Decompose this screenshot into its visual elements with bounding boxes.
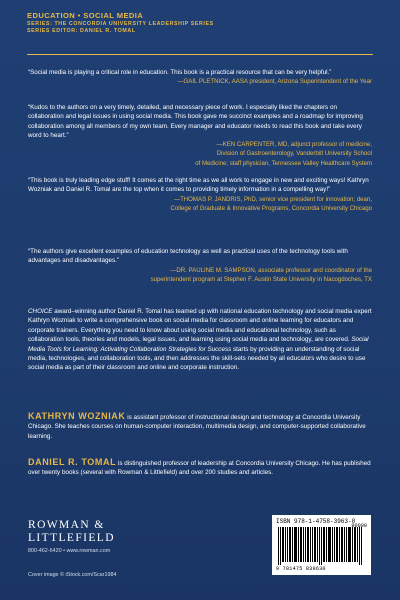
bio-text: is distinguished professor of leadership at Concordia University Chicago. He has published over twenty books (several with Rowman & Littlefield) and over 200 studies and articles. [28, 460, 371, 477]
attribution-line: —THOMAS P. JANDRIS, PhD, senior vice president for innovation; dean, [173, 195, 372, 203]
quote-attribution [28, 195, 372, 213]
quote-text: “Kudos to the authors on a very timely, detailed, and necessary piece of work. I especially liked the chapters on collaboration and legal issues in using social media. This book gave me succinct examples and a roadmap for improving collaboration among all members of my own team. Every manager and educator needs to read this book and take every word to heart.” [28, 104, 363, 139]
barcode-bars-icon [278, 527, 366, 565]
attribution-line: —KEN CARPENTER, MD, adjunct professor of medicine, [216, 141, 372, 149]
author-bio [28, 458, 372, 478]
description-text: award–winning author Daniel R. Tomal has teamed up with national education technology and social media expert Kathryn Wozniak to write a comprehensive book on social media for classroom and online learning for educators and corporate trainers. Everything you need to know about using social media and educational technology, such as collaboration tools, theories and models, legal issues, and learning using social media and technology, are covered. [28, 308, 372, 344]
author-bio [28, 412, 372, 441]
attribution-line: —GAIL PLETNICK, AASA president, Arizona Superintendent of the Year [177, 78, 372, 86]
author-name: DANIEL R. TOMAL [28, 457, 117, 467]
endorsement-quote [28, 247, 372, 284]
attribution-line: Division of Gastroenterology, Vanderbilt University School [216, 150, 372, 158]
series-label: SERIES: THE CONCORDIA UNIVERSITY LEADERSHIP SERIES [27, 21, 214, 27]
quote-attribution [28, 140, 372, 168]
quote-attribution [28, 266, 372, 284]
endorsement-quote [28, 68, 372, 87]
endorsement-quote [28, 103, 372, 168]
publisher-name-line: LITTLEFIELD [28, 532, 115, 544]
barcode [272, 515, 371, 575]
divider-top [27, 54, 373, 55]
series-editor-label: SERIES EDITOR: DANIEL R. TOMAL [27, 28, 136, 34]
author-name: KATHRYN WOZNIAK [28, 411, 126, 421]
cover-image-credit: Cover image © iStock.com/Scar1984 [28, 572, 117, 578]
publisher-logo [28, 519, 148, 555]
quote-text: “The authors give excellent examples of education technology as well as practical uses of the technology tools with advantages and disadvantages.” [28, 248, 348, 265]
attribution-line: —DR. PAULINE M. SAMPSON, associate professor and coordinator of the [170, 266, 372, 274]
quote-text: “This book is truly leading edge stuff! It comes at the right time as we all work to engage in new and exciting ways! Kathryn Wozniak and Daniel R. Tomal are the top when it comes to providing timely information in a compelling way!” [28, 177, 369, 194]
category-label: EDUCATION • SOCIAL MEDIA [27, 11, 144, 20]
book-description [28, 307, 372, 373]
header [27, 11, 377, 35]
attribution-line: College of Graduate & Innovative Programs, Concordia University Chicago [170, 204, 372, 212]
quote-attribution [28, 77, 372, 86]
attribution-line: superintendent program at Stephen F. Austin State University in Nacogdoches, TX [150, 275, 372, 283]
publisher-name-line: ROWMAN & [28, 519, 105, 531]
attribution-line: of Medicine; staff physician, Tennessee Valley Healthcare System [195, 159, 372, 167]
barcode-digits: 9 781475 839630 [276, 566, 326, 572]
price-code: 90000 [351, 523, 367, 529]
choice-label: CHOICE [28, 308, 53, 315]
bio-text: is assistant professor of instructional design and technology at Concordia University Chicago. She teaches courses on human-computer interaction, multimedia design, and computer-supported collaborative learning. [28, 414, 366, 440]
isbn-label: ISBN 978-1-4758-3963-0 [276, 518, 356, 525]
book-title: Social Media Tools for Learning: Activating Collaboration Strategies for Success [28, 336, 369, 353]
endorsement-quote [28, 176, 372, 213]
description-text: starts by providing an understanding of social media, technologies, and collaboration tools, and then addresses the skill-sets needed by all educators who desire to use social media as part of their classroom and online and corporate instruction. [28, 345, 366, 372]
publisher-contact: 800-462-6420 • www.rowman.com [28, 548, 111, 554]
quote-text: “Social media is playing a critical role in education. This book is a practical resource that can be very helpful.” [28, 69, 332, 76]
